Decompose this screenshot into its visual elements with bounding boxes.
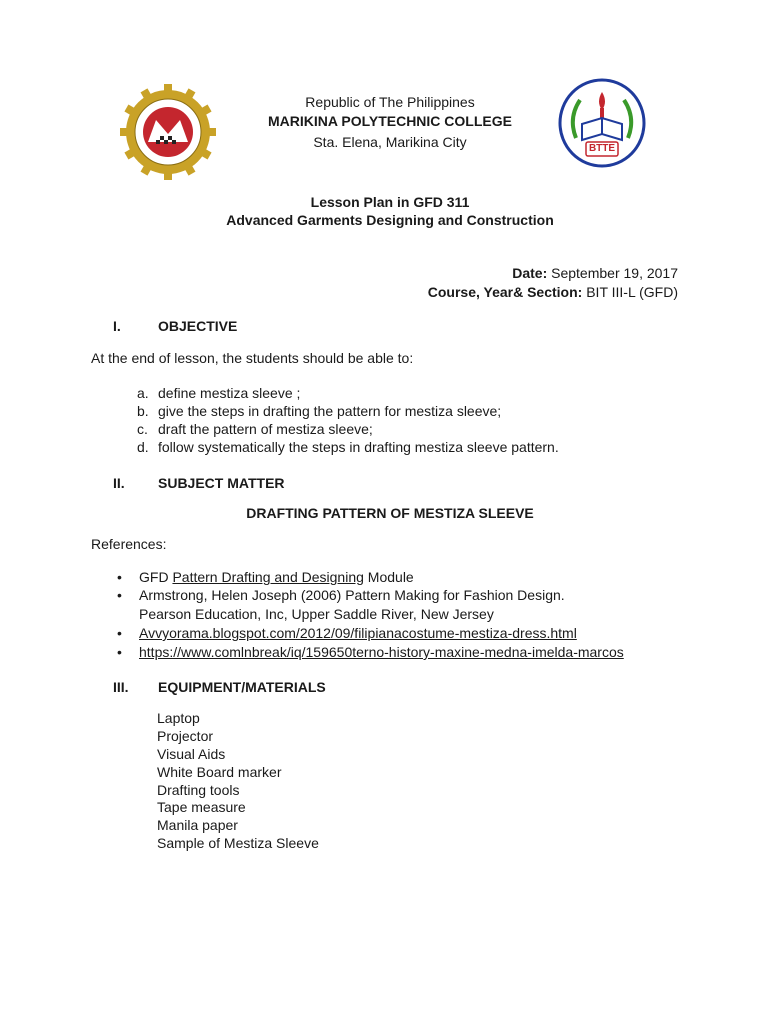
objective-item: d. follow systematically the steps in drafting mestiza sleeve pattern.	[137, 439, 559, 455]
college-address: Sta. Elena, Marikina City	[313, 134, 467, 150]
objective-intro: At the end of lesson, the students should be able to:	[91, 350, 414, 366]
material-item: Laptop	[157, 710, 200, 726]
republic-line: Republic of The Philippines	[305, 94, 475, 110]
references-label: References:	[91, 536, 167, 552]
bullet-icon: •	[117, 587, 122, 603]
date-value: September 19, 2017	[547, 265, 678, 281]
material-item: Visual Aids	[157, 746, 226, 762]
subject-topic: DRAFTING PATTERN OF MESTIZA SLEEVE	[246, 505, 534, 521]
course-label: Course, Year& Section:	[427, 284, 583, 300]
material-item: White Board marker	[157, 764, 282, 780]
section-1-number: I.	[113, 318, 121, 334]
reference-link[interactable]: Pattern Drafting and Designing	[172, 569, 364, 585]
material-item: Projector	[157, 728, 214, 744]
material-item: Sample of Mestiza Sleeve	[157, 835, 319, 851]
objective-item: b. give the steps in drafting the pattern for mestiza sleeve;	[137, 403, 502, 419]
btte-logo-text: BTTE	[588, 143, 616, 154]
bullet-icon: •	[117, 625, 122, 641]
objective-item: c. draft the pattern of mestiza sleeve;	[137, 421, 373, 437]
objective-item: a. define mestiza sleeve ;	[137, 385, 301, 401]
reference-link[interactable]: Avvyorama.blogspot.com/2012/09/filipianacostume-mestiza-dress.html	[139, 625, 577, 641]
section-3-title: EQUIPMENT/MATERIALS	[158, 679, 326, 695]
date-line	[512, 265, 678, 281]
bullet-icon: •	[117, 644, 122, 660]
course-line	[428, 284, 678, 300]
section-2-number: II.	[113, 475, 125, 491]
section-1-title: OBJECTIVE	[158, 318, 238, 334]
material-item: Drafting tools	[157, 782, 240, 798]
material-item: Tape measure	[157, 799, 246, 815]
bullet-icon: •	[117, 569, 122, 585]
section-2-title: SUBJECT MATTER	[158, 475, 285, 491]
college-name: MARIKINA POLYTECHNIC COLLEGE	[268, 113, 512, 129]
lesson-subtitle: Advanced Garments Designing and Construction	[226, 212, 554, 228]
reference-link[interactable]: https://www.comlnbreak/iq/159650terno-history-maxine-medna-imelda-marcos	[139, 644, 624, 660]
course-value: BIT III-L (GFD)	[582, 284, 678, 300]
material-item: Manila paper	[157, 817, 238, 833]
section-3-number: III.	[113, 679, 129, 695]
lesson-title: Lesson Plan in GFD 311	[310, 194, 470, 210]
date-label: Date:	[512, 265, 548, 281]
